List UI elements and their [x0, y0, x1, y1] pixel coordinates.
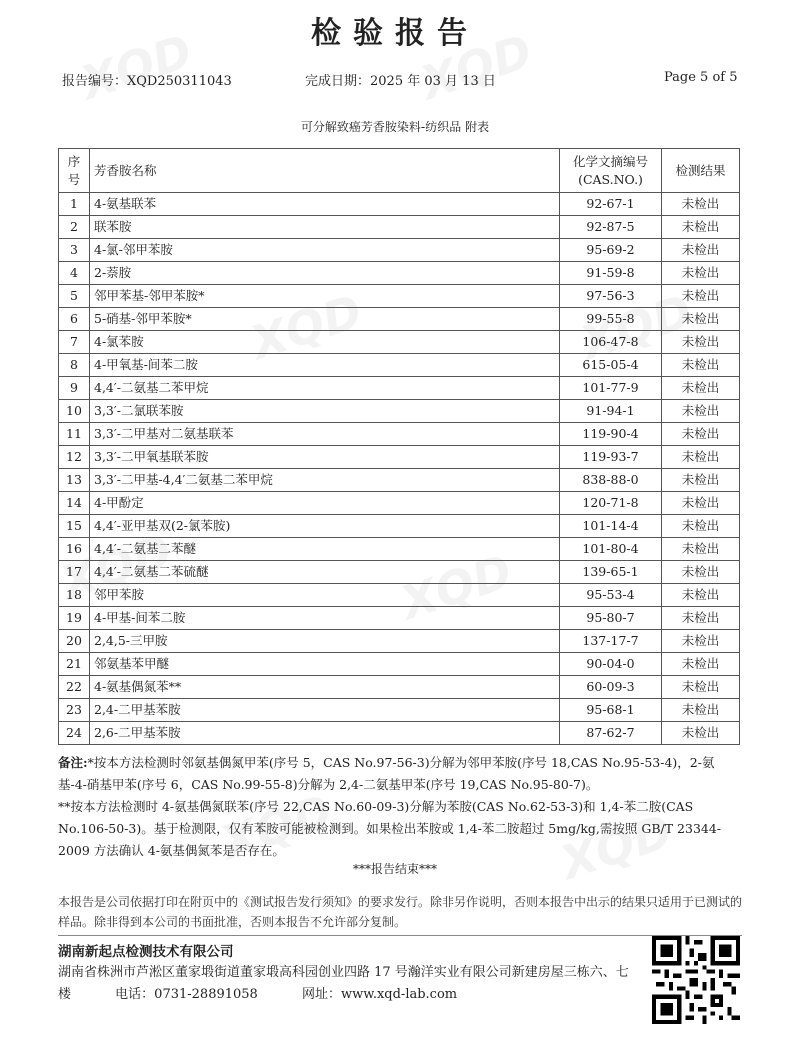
cas-number: 101-77-9: [560, 377, 662, 400]
test-result: 未检出: [662, 331, 740, 354]
table-row: [59, 193, 740, 216]
amine-name: 2,4,5-三甲胺: [90, 630, 560, 653]
table-row: [59, 653, 740, 676]
test-result: 未检出: [662, 216, 740, 239]
cas-number: 90-04-0: [560, 653, 662, 676]
test-result: 未检出: [662, 607, 740, 630]
amine-name: 4,4′-二氨基二苯硫醚: [90, 561, 560, 584]
table-row: [59, 515, 740, 538]
completion-date: [305, 70, 496, 89]
cas-number: 92-87-5: [560, 216, 662, 239]
test-result: 未检出: [662, 676, 740, 699]
test-result: 未检出: [662, 262, 740, 285]
test-result: 未检出: [662, 446, 740, 469]
amine-name: 2,6-二甲基苯胺: [90, 722, 560, 745]
cas-number: 838-88-0: [560, 469, 662, 492]
row-number: 23: [59, 699, 90, 722]
table-row: [59, 285, 740, 308]
test-result: 未检出: [662, 653, 740, 676]
cas-number: 95-68-1: [560, 699, 662, 722]
table-body: [59, 193, 740, 745]
amine-name: 4-氯苯胺: [90, 331, 560, 354]
test-result: 未检出: [662, 630, 740, 653]
cas-number: 615-05-4: [560, 354, 662, 377]
table-row: [59, 630, 740, 653]
cas-number: 87-62-7: [560, 722, 662, 745]
address-text: 湖南省株洲市芦淞区董家塅街道董家塅高科园创业四路 17 号瀚洋实业有限公司新建房屋三栋六、七楼: [58, 965, 629, 1002]
cas-number: 139-65-1: [560, 561, 662, 584]
cas-number: 91-59-8: [560, 262, 662, 285]
row-number: 11: [59, 423, 90, 446]
table-row: [59, 584, 740, 607]
row-number: 20: [59, 630, 90, 653]
table-row: [59, 423, 740, 446]
col-header-name: 芳香胺名称: [90, 149, 560, 193]
test-result: 未检出: [662, 377, 740, 400]
row-number: 8: [59, 354, 90, 377]
row-number: 24: [59, 722, 90, 745]
cas-number: 101-80-4: [560, 538, 662, 561]
web-value: www.xqd-lab.com: [340, 987, 458, 1002]
cas-number: 137-17-7: [560, 630, 662, 653]
test-result: 未检出: [662, 239, 740, 262]
amine-name: 邻甲苯基-邻甲苯胺*: [90, 285, 560, 308]
row-number: 1: [59, 193, 90, 216]
amine-name: 4-氨基联苯: [90, 193, 560, 216]
row-number: 14: [59, 492, 90, 515]
row-number: 21: [59, 653, 90, 676]
row-number: 7: [59, 331, 90, 354]
cas-number: 91-94-1: [560, 400, 662, 423]
table-row: [59, 469, 740, 492]
company-address: [58, 962, 633, 1006]
amine-name: 3,3′-二甲基-4,4′二氨基二苯甲烷: [90, 469, 560, 492]
table-row: [59, 699, 740, 722]
cas-number: 60-09-3: [560, 676, 662, 699]
cas-number: 99-55-8: [560, 308, 662, 331]
table-subtitle: 可分解致癌芳香胺染料-纺织品 附表: [300, 120, 490, 134]
col-header-cas: 化学文摘编号(CAS.NO.): [560, 149, 662, 193]
table-row: [59, 676, 740, 699]
results-table: [58, 148, 740, 745]
amine-name: 4,4′-二氨基二苯甲烷: [90, 377, 560, 400]
table-header-row: [59, 149, 740, 193]
completion-date-label: 完成日期：: [305, 74, 371, 89]
table-row: [59, 377, 740, 400]
amine-name: 4,4′-亚甲基双(2-氯苯胺): [90, 515, 560, 538]
test-result: 未检出: [662, 538, 740, 561]
row-number: 5: [59, 285, 90, 308]
row-number: 10: [59, 400, 90, 423]
amine-name: 3,3′-二甲氧基联苯胺: [90, 446, 560, 469]
table-row: [59, 561, 740, 584]
amine-name: 4-甲酚定: [90, 492, 560, 515]
notes-label: 备注:: [58, 755, 88, 770]
qr-code-icon: [652, 936, 740, 1024]
amine-name: 4-氯-邻甲苯胺: [90, 239, 560, 262]
table-row: [59, 216, 740, 239]
completion-date-value: 2025 年 03 月 13 日: [370, 74, 496, 89]
cas-number: 119-93-7: [560, 446, 662, 469]
cas-number: 106-47-8: [560, 331, 662, 354]
row-number: 18: [59, 584, 90, 607]
row-number: 4: [59, 262, 90, 285]
cas-number: 101-14-4: [560, 515, 662, 538]
test-result: 未检出: [662, 354, 740, 377]
test-result: 未检出: [662, 193, 740, 216]
cas-number: 120-71-8: [560, 492, 662, 515]
row-number: 22: [59, 676, 90, 699]
test-result: 未检出: [662, 515, 740, 538]
report-number-label: 报告编号：: [62, 74, 128, 89]
amine-name: 3,3′-二甲基对二氨基联苯: [90, 423, 560, 446]
test-result: 未检出: [662, 469, 740, 492]
report-end: ***报告结束***: [352, 862, 437, 876]
amine-name: 4-甲基-间苯二胺: [90, 607, 560, 630]
cas-number: 119-90-4: [560, 423, 662, 446]
table-row: [59, 538, 740, 561]
notes: [58, 752, 742, 862]
row-number: 15: [59, 515, 90, 538]
test-result: 未检出: [662, 722, 740, 745]
amine-name: 4-氨基偶氮苯**: [90, 676, 560, 699]
report-title: 检验报告: [311, 16, 479, 51]
test-result: 未检出: [662, 561, 740, 584]
amine-name: 2-萘胺: [90, 262, 560, 285]
test-result: 未检出: [662, 492, 740, 515]
report-number-value: XQD250311043: [127, 74, 232, 89]
amine-name: 5-硝基-邻甲苯胺*: [90, 308, 560, 331]
table-row: [59, 308, 740, 331]
page-number: Page 5 of 5: [664, 70, 738, 85]
row-number: 6: [59, 308, 90, 331]
note-1-text: *按本方法检测时邻氨基偶氮甲苯(序号 5，CAS No.97-56-3)分解为邻甲苯胺(序号 18,CAS No.95-53-4)，2-氨基-4-硝基甲苯(序号 6，CAS No.99-55-8)分解为 2,4-二氨基甲苯(序号 19,CAS No.95-80-7)。: [58, 755, 715, 792]
cas-number: 95-69-2: [560, 239, 662, 262]
table-row: [59, 354, 740, 377]
col-header-result: 检测结果: [662, 149, 740, 193]
table-row: [59, 239, 740, 262]
table-row: [59, 400, 740, 423]
table-row: [59, 446, 740, 469]
amine-name: 邻氨基苯甲醚: [90, 653, 560, 676]
note-2: **按本方法检测时 4-氨基偶氮联苯(序号 22,CAS No.60-09-3)分解为苯胺(CAS No.62-53-3)和 1,4-苯二胺(CAS No.106-50-3)。基于检测限，仅有苯胺可能被检测到。如果检出苯胺或 1,4-苯二胺超过 5mg/kg,需按照 GB/T 23344-2009 方法确认 4-氨基偶氮苯是否存在。: [58, 799, 722, 858]
test-result: 未检出: [662, 285, 740, 308]
row-number: 13: [59, 469, 90, 492]
amine-name: 4-甲氧基-间苯二胺: [90, 354, 560, 377]
report-number: [62, 70, 232, 89]
cas-number: 95-80-7: [560, 607, 662, 630]
test-result: 未检出: [662, 584, 740, 607]
disclaimer: 本报告是公司依据打印在附页中的《测试报告发行须知》的要求发行。除非另作说明，否则本报告中出示的结果只适用于已测试的样品。除非得到本公司的书面批准，否则本报告不允许部分复制。: [58, 895, 743, 929]
phone-label: 电话：: [115, 987, 155, 1002]
table-row: [59, 722, 740, 745]
test-result: 未检出: [662, 423, 740, 446]
table-row: [59, 492, 740, 515]
row-number: 12: [59, 446, 90, 469]
row-number: 2: [59, 216, 90, 239]
phone-value: 0731-28891058: [154, 987, 258, 1002]
divider: [58, 935, 742, 936]
cas-number: 95-53-4: [560, 584, 662, 607]
test-result: 未检出: [662, 308, 740, 331]
company-name: 湖南新起点检测技术有限公司: [58, 944, 234, 960]
table-row: [59, 331, 740, 354]
amine-name: 3,3′-二氯联苯胺: [90, 400, 560, 423]
table-row: [59, 262, 740, 285]
note-1: [58, 752, 742, 796]
amine-name: 4,4′-二氨基二苯醚: [90, 538, 560, 561]
row-number: 9: [59, 377, 90, 400]
test-result: 未检出: [662, 699, 740, 722]
row-number: 16: [59, 538, 90, 561]
table-row: [59, 607, 740, 630]
amine-name: 2,4-二甲基苯胺: [90, 699, 560, 722]
row-number: 19: [59, 607, 90, 630]
cas-number: 97-56-3: [560, 285, 662, 308]
row-number: 17: [59, 561, 90, 584]
web-label: 网址：: [301, 987, 341, 1002]
cas-number: 92-67-1: [560, 193, 662, 216]
test-result: 未检出: [662, 400, 740, 423]
amine-name: 邻甲苯胺: [90, 584, 560, 607]
amine-name: 联苯胺: [90, 216, 560, 239]
col-header-no: 序号: [59, 149, 90, 193]
row-number: 3: [59, 239, 90, 262]
